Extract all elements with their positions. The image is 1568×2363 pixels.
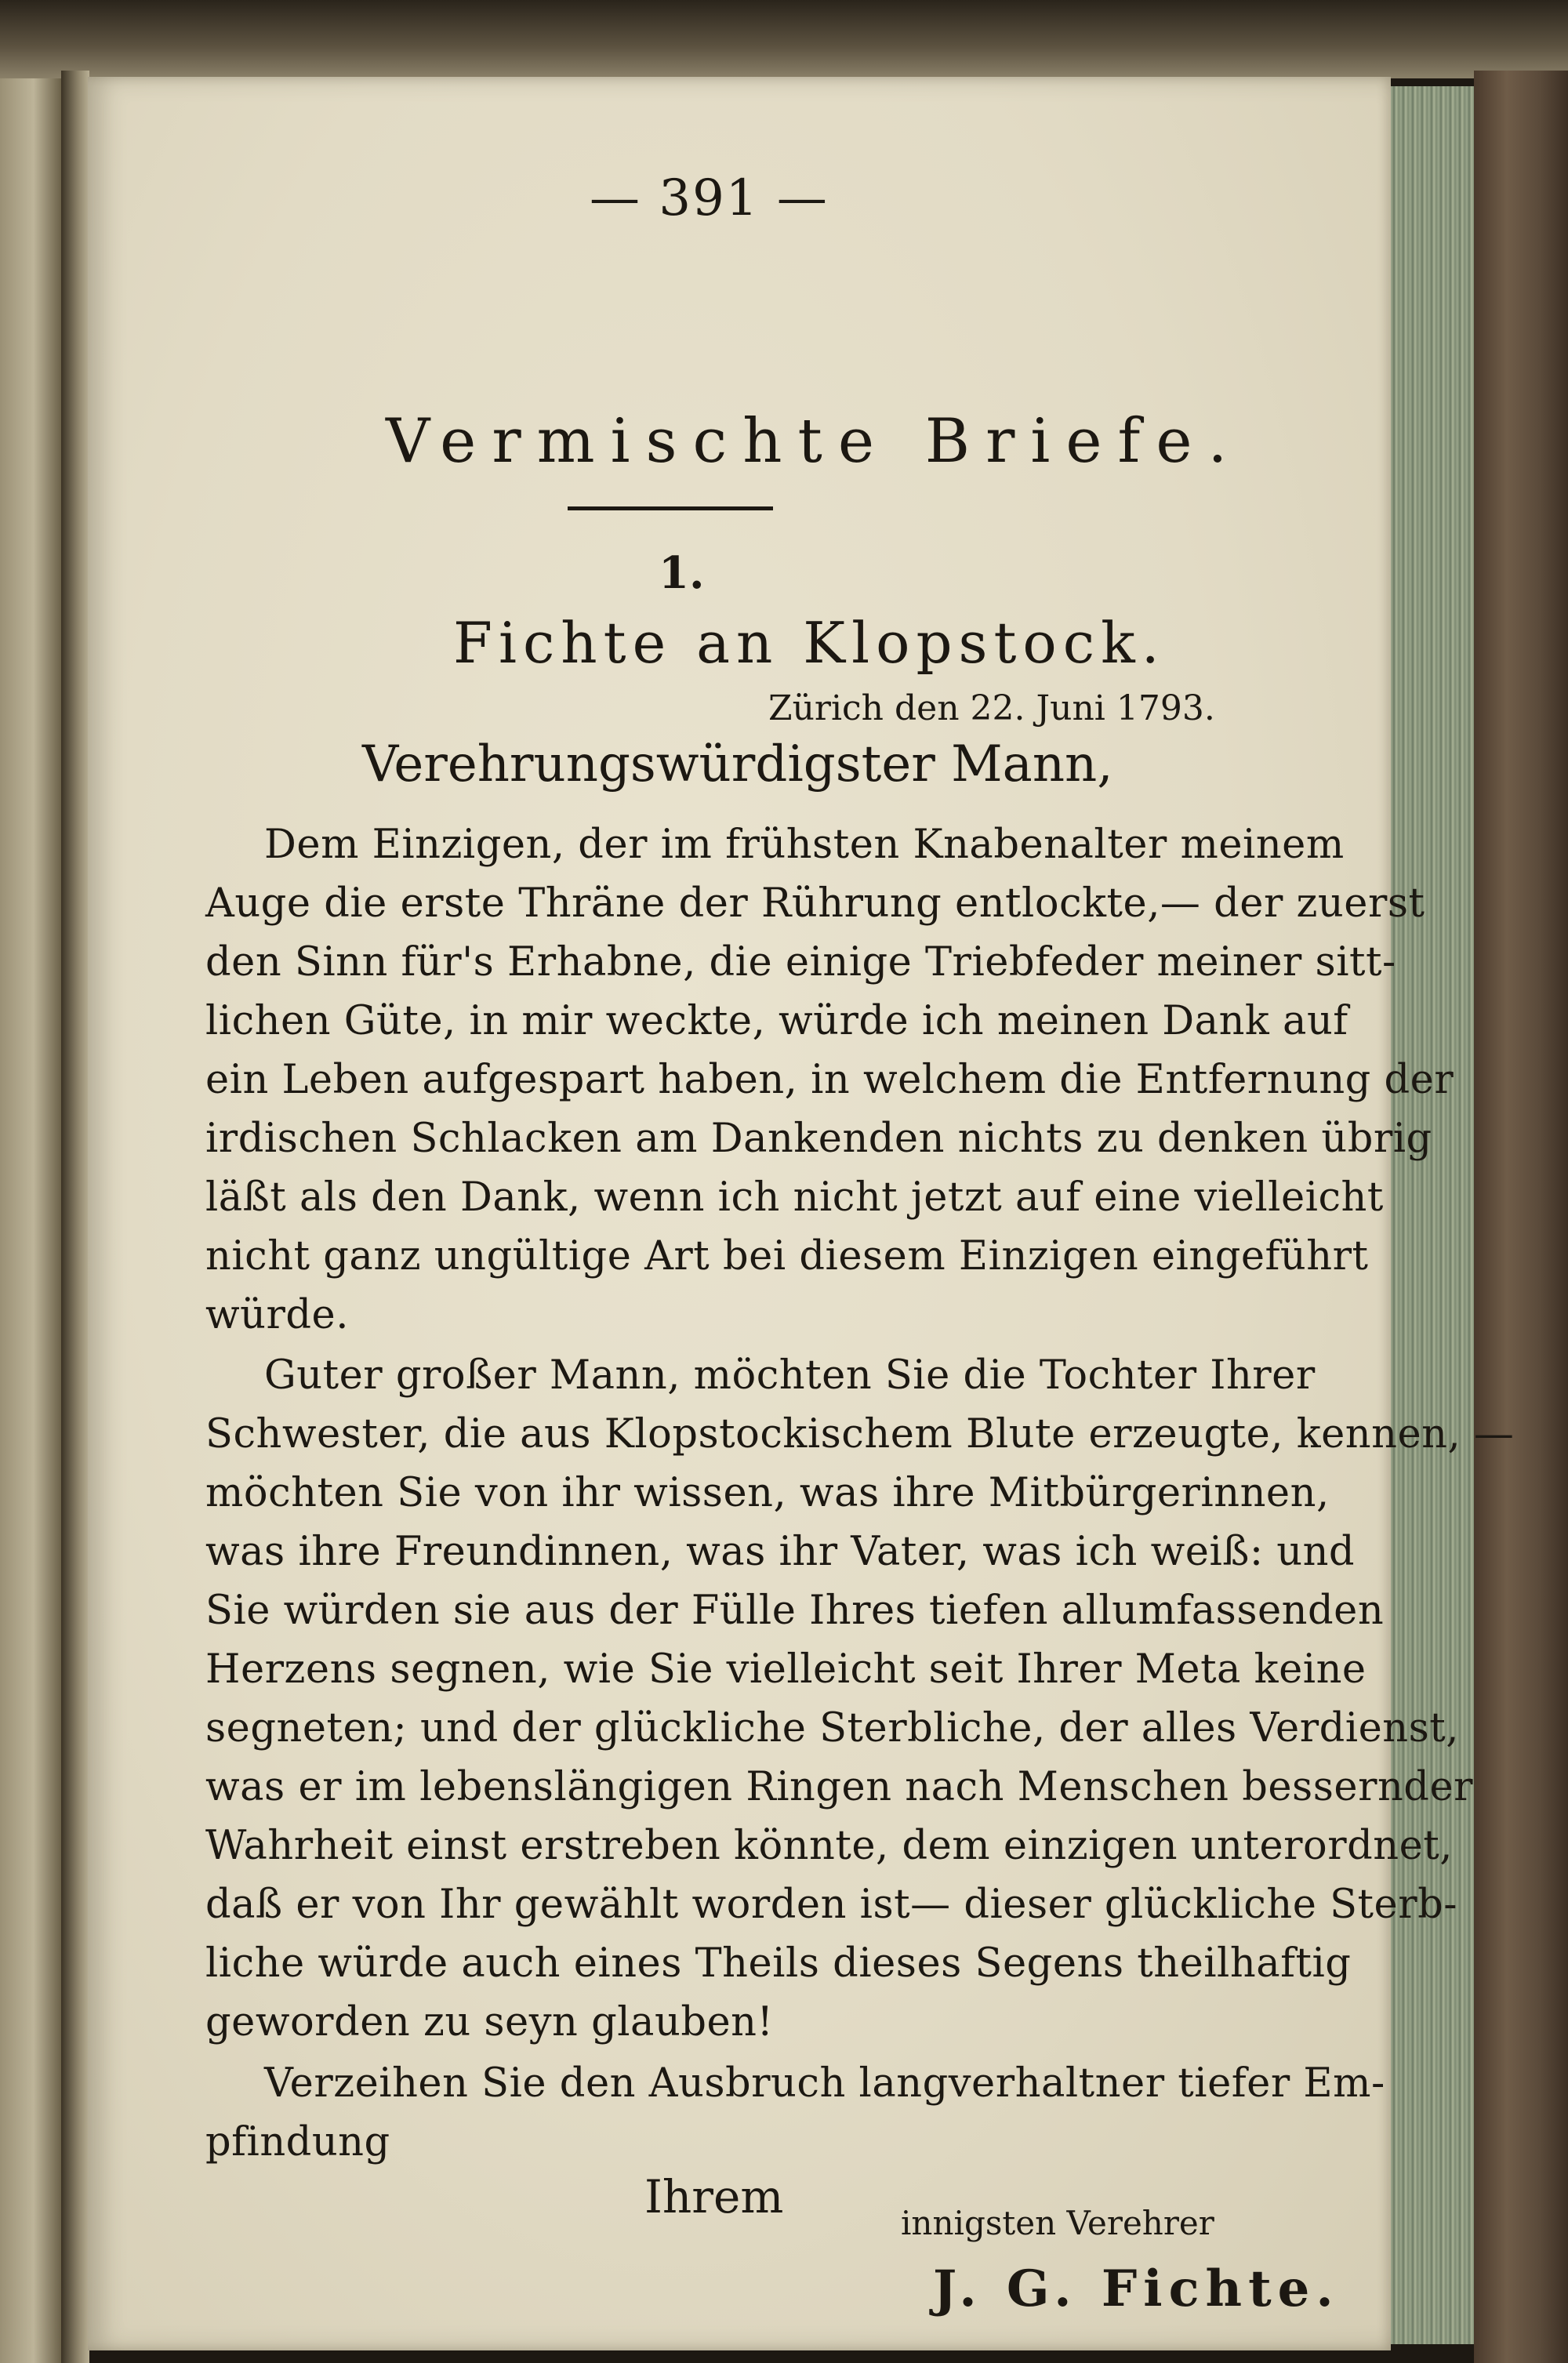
signer-description: innigsten Verehrer <box>901 2204 1214 2242</box>
body-line: würde. <box>205 1292 349 1338</box>
body-line: was er im lebenslängigen Ringen nach Menschen bessernder <box>205 1764 1474 1810</box>
page-number: — 391 — <box>590 169 829 227</box>
body-line: Dem Einzigen, der im frühsten Knabenalter meinem <box>264 822 1345 868</box>
body-line: Guter großer Mann, möchten Sie die Tochter Ihrer <box>264 1352 1316 1399</box>
body-line: läßt als den Dank, wenn ich nicht jetzt auf eine vielleicht <box>205 1174 1384 1221</box>
background-top <box>0 0 1568 78</box>
body-line: Herzens segnen, wie Sie vielleicht seit Ihrer Meta keine <box>205 1646 1367 1693</box>
body-line: ein Leben aufgespart haben, in welchem die Entfernung der <box>205 1057 1454 1103</box>
section-title: Vermischte Briefe. <box>386 406 1243 477</box>
body-line: geworden zu seyn glauben! <box>205 1999 774 2045</box>
body-line: möchten Sie von ihr wissen, was ihre Mitbürgerinnen, <box>205 1470 1330 1516</box>
body-line: Sie würden sie aus der Fülle Ihres tiefen allumfassenden <box>205 1588 1385 1634</box>
body-line: irdischen Schlacken am Dankenden nichts zu denken übrig <box>205 1116 1432 1162</box>
body-line: Verzeihen Sie den Ausbruch langverhaltner tiefer Em- <box>264 2060 1385 2107</box>
body-line: daß er von Ihr gewählt worden ist— dieser glückliche Sterb- <box>205 1882 1457 1928</box>
signer-name: J. G. Fichte. <box>933 2260 1340 2318</box>
left-page-sliver <box>0 78 61 2363</box>
closing-word: Ihrem <box>644 2170 784 2223</box>
body-line: den Sinn für's Erhabne, die einige Triebfeder meiner sitt- <box>205 939 1396 985</box>
letter-salutation: Verehrungswürdigster Mann, <box>362 735 1113 793</box>
body-line: Schwester, die aus Klopstockischem Blute erzeugte, kennen, — <box>205 1411 1515 1457</box>
body-line: was ihre Freundinnen, was ihr Vater, was ich weiß: und <box>205 1529 1356 1575</box>
body-line: segneten; und der glückliche Sterbliche, der alles Verdienst, <box>205 1705 1459 1751</box>
letter-number: 1. <box>659 547 705 599</box>
letter-dateline: Zürich den 22. Juni 1793. <box>768 688 1215 728</box>
body-line: Auge die erste Thräne der Rührung entlockte,— der zuerst <box>205 880 1425 927</box>
book-cover-edge <box>1474 71 1568 2363</box>
book-gutter <box>61 71 89 2363</box>
body-line: nicht ganz ungültige Art bei diesem Einzigen eingeführt <box>205 1233 1369 1280</box>
body-line: Wahrheit einst erstreben könnte, dem einzigen unterordnet, <box>205 1823 1453 1869</box>
body-line: pfindung <box>205 2119 390 2165</box>
body-line: liche würde auch eines Theils dieses Segens theilhaftig <box>205 1940 1352 1987</box>
page-fore-edge <box>1388 86 1479 2344</box>
book-page <box>88 77 1515 2350</box>
title-rule <box>568 506 773 510</box>
body-line: lichen Güte, in mir weckte, würde ich meinen Dank auf <box>205 998 1348 1044</box>
letter-title: Fichte an Klopstock. <box>453 610 1166 676</box>
